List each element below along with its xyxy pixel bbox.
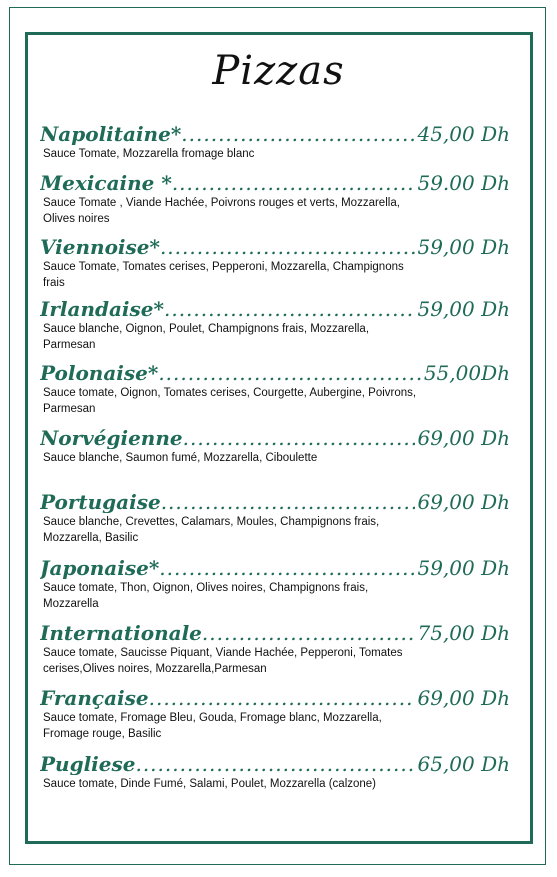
item-price: 69,00 Dh (417, 491, 510, 513)
menu-item (40, 298, 510, 353)
item-description: Sauce blanche, Oignon, Poulet, Champignons frais, Mozzarella, Parmesan (43, 323, 370, 351)
item-price: 59,00 Dh (417, 236, 510, 258)
item-price: 59.00 Dh (417, 172, 510, 194)
item-name: Pugliese (40, 753, 136, 775)
dot-leader (181, 123, 415, 145)
item-name: Japonaise* (40, 557, 160, 579)
item-name: Napolitaine* (40, 123, 182, 145)
item-description: Sauce tomate, Fromage Bleu, Gouda, Fromage blanc, Mozzarella, Fromage rouge, Basilic (43, 712, 382, 740)
item-description: Sauce blanche, Crevettes, Calamars, Moules, Champignons frais, Mozzarella, Basilic (43, 516, 380, 544)
item-name: Française (40, 687, 149, 709)
menu-item (40, 491, 510, 546)
dot-leader (202, 622, 416, 644)
dot-leader (161, 491, 416, 513)
item-description: Sauce tomate, Oignon, Tomates cerises, Courgette, Aubergine, Poivrons, Parmesan (43, 387, 417, 415)
menu-item (40, 687, 510, 742)
menu-item (40, 753, 510, 792)
menu-item (40, 427, 510, 466)
dot-leader (160, 236, 416, 258)
item-description: Sauce blanche, Saumon fumé, Mozzarella, Ciboulette (43, 452, 318, 464)
menu-item (40, 172, 510, 227)
item-description: Sauce Tomate , Viande Hachée, Poivrons rouges et verts, Mozzarella, Olives noires (43, 197, 400, 225)
item-price: 65,00 Dh (417, 753, 510, 775)
dot-leader (172, 172, 416, 194)
item-name: Norvégienne (40, 427, 183, 449)
item-description: Sauce tomate, Saucisse Piquant, Viande Hachée, Pepperoni, Tomates cerises,Olives noires, Mozzarella,Parmesan (43, 647, 403, 675)
item-description: Sauce tomate, Dinde Fumé, Salami, Poulet, Mozzarella (calzone) (43, 778, 377, 790)
item-price: 69,00 Dh (417, 687, 510, 709)
menu-item (40, 622, 510, 677)
item-price: 69,00 Dh (417, 427, 510, 449)
menu-item (40, 123, 510, 162)
dot-leader (159, 557, 415, 579)
item-name: Polonaise* (40, 362, 159, 384)
item-name: Internationale (40, 622, 202, 644)
item-price: 59,00 Dh (417, 557, 510, 579)
item-description: Sauce Tomate, Tomates cerises, Pepperoni, Mozzarella, Champignons frais (43, 261, 404, 289)
dot-leader (149, 687, 416, 709)
item-price: 55,00Dh (423, 362, 510, 384)
dot-leader (164, 298, 415, 320)
item-description: Sauce Tomate, Mozzarella fromage blanc (43, 148, 255, 160)
menu-item (40, 362, 510, 417)
item-price: 45,00 Dh (417, 123, 510, 145)
menu-item (40, 557, 510, 612)
item-name: Mexicaine * (40, 172, 172, 194)
item-price: 59,00 Dh (417, 298, 510, 320)
item-price: 75,00 Dh (417, 622, 510, 644)
dot-leader (135, 753, 415, 775)
dot-leader (183, 427, 416, 449)
menu-item (40, 236, 510, 291)
item-name: Viennoise* (40, 236, 160, 258)
item-description: Sauce tomate, Thon, Oignon, Olives noires, Champignons frais, Mozzarella (43, 582, 369, 610)
item-name: Irlandaise* (40, 298, 164, 320)
dot-leader (158, 362, 422, 384)
menu-title: Pizzas (212, 48, 345, 94)
item-name: Portugaise (40, 491, 161, 513)
